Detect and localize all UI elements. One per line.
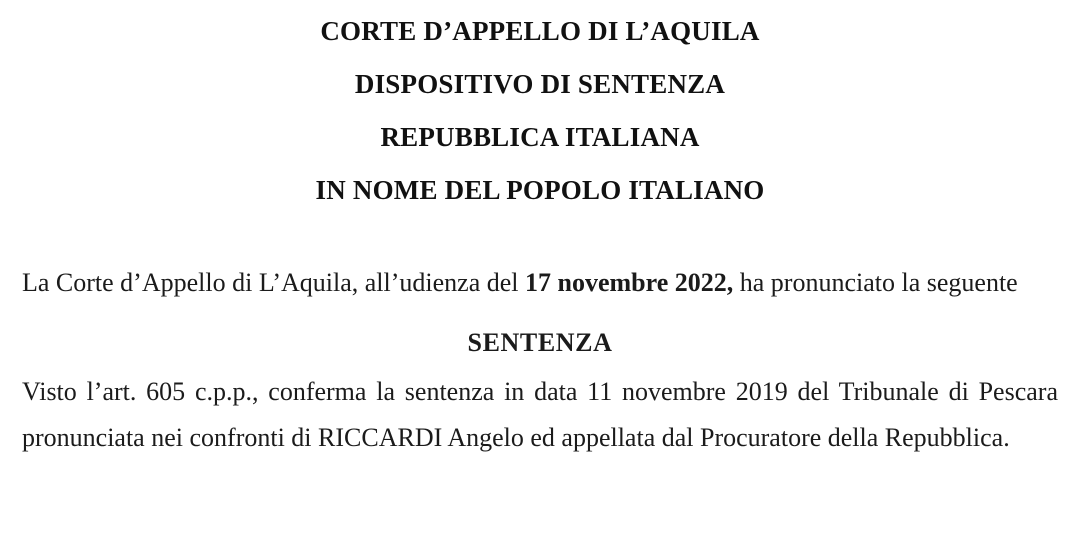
court-title: CORTE D’APPELLO DI L’AQUILA <box>320 16 760 46</box>
hearing-paragraph-before: La Corte d’Appello di L’Aquila, all’udienza del <box>22 268 526 297</box>
hearing-date: 17 novembre 2022, <box>525 268 734 297</box>
republic-title: REPUBBLICA ITALIANA <box>380 122 700 152</box>
hearing-paragraph-after: ha pronunciato la seguente <box>733 268 1018 297</box>
hearing-paragraph <box>22 260 1058 306</box>
ruling-paragraph: Visto l’art. 605 c.p.p., conferma la sentenza in data 11 novembre 2019 del Tribunale di Pescara pronunciata nei confronti di RICCARDI Angelo ed appellata dal Procuratore della Repubblica. <box>22 376 1058 452</box>
in-name-of-people-title: IN NOME DEL POPOLO ITALIANO <box>315 175 765 205</box>
document-type-title: DISPOSITIVO DI SENTENZA <box>354 69 726 99</box>
sentenza-section-title: SENTENZA <box>467 328 613 358</box>
document-header <box>22 10 1058 204</box>
document-body <box>22 204 1058 461</box>
